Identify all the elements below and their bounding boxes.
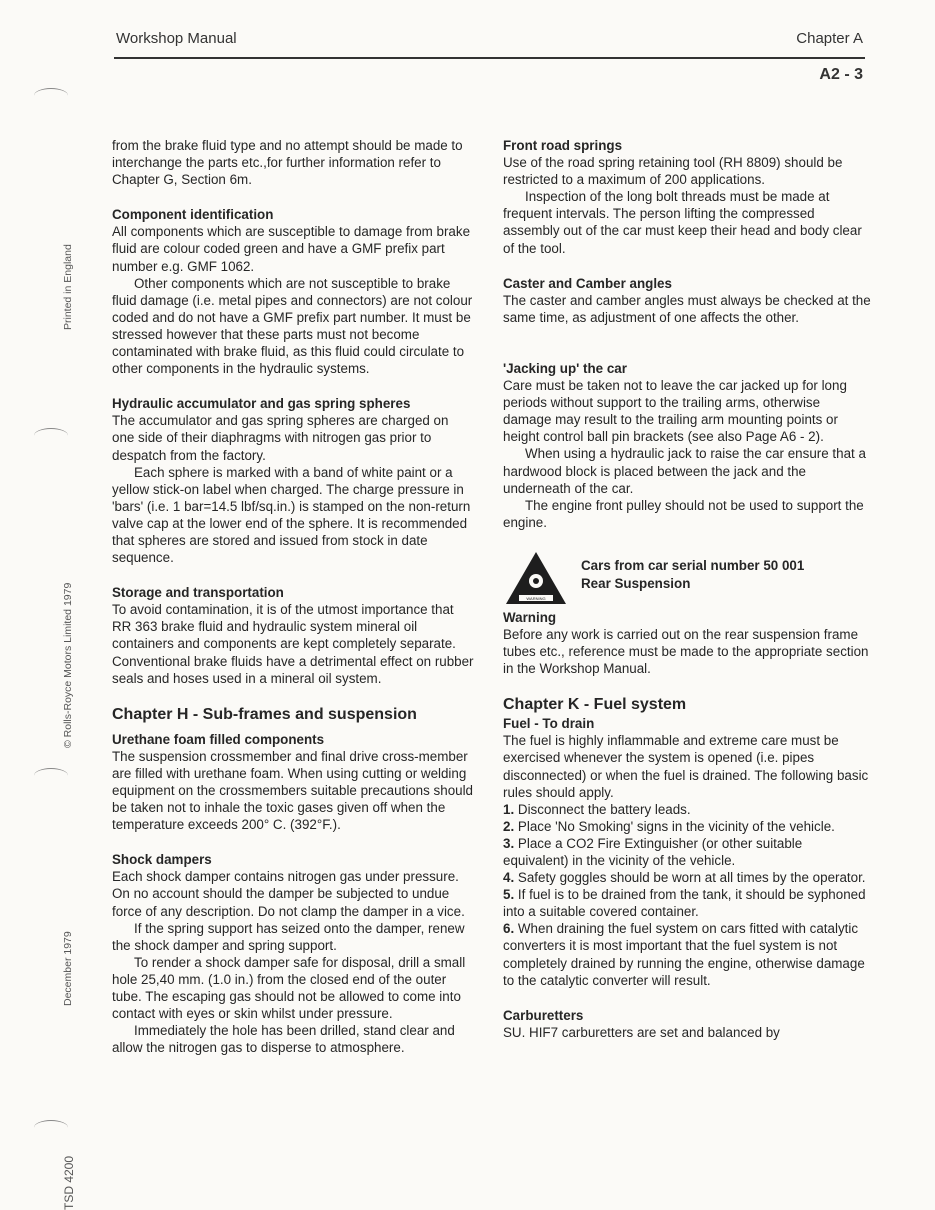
header-manual-title: Workshop Manual	[116, 30, 237, 47]
paragraph: To render a shock damper safe for disposal, drill a small hole 25,40 mm. (1.0 in.) from the closed end of the outer tube. The escaping gas should not be allowed to come into contact with eyes or skin whilst under pressure.	[112, 954, 466, 1022]
side-date: December 1979	[62, 931, 74, 1006]
list-item: 5. If fuel is to be drained from the tank, it should be syphoned into a suitable covered container.	[503, 887, 866, 920]
section-title: Carburetters	[503, 1007, 584, 1023]
paragraph: To avoid contamination, it is of the utmost importance that RR 363 brake fluid and hydraulic system mineral oil containers and components are kept completely separate. Conventional brake fluids have a detrimental effect on rubber seals and hoses used in a mineral oil system.	[112, 602, 474, 686]
paragraph: The fuel is highly inflammable and extreme care must be exercised whenever the system is opened (i.e. pipes disconnected) or when the fuel is drained. The following basic rules should apply.	[503, 733, 869, 800]
section-title: Urethane foam filled components	[112, 731, 325, 747]
warning-label: Warning	[503, 609, 557, 625]
section-title: Component identification	[112, 207, 274, 223]
paragraph: All components which are susceptible to damage from brake fluid are colour coded green and have a GMF prefix part number e.g. GMF 1062.	[112, 224, 471, 274]
paragraph: Other components which are not susceptible to brake fluid damage (i.e. metal pipes and connectors) are not colour coded and do not have a GMF prefix part number. It must be stressed however that these parts must not become contaminated with brake fluid, as this fluid could circulate to other components in the hydraulic systems.	[112, 275, 473, 377]
punch-hole-mark	[34, 768, 68, 783]
page-number: A2 - 3	[819, 66, 863, 83]
chapter-heading: Chapter H - Sub-frames and suspension	[112, 705, 417, 723]
paragraph: Before any work is carried out on the rear suspension frame tubes etc., reference must be made to the appropriate section in the Workshop Manual.	[503, 626, 869, 677]
chapter-heading: Chapter K - Fuel system	[503, 696, 687, 714]
fuel-rules-list	[503, 801, 871, 989]
warning-triangle-icon	[505, 551, 567, 605]
paragraph: SU. HIF7 carburetters are set and balanced by	[503, 1024, 780, 1040]
paragraph: Each shock damper contains nitrogen gas under pressure. On no account should the damper be subjected to undue force of any description. Do not clamp the damper in a vice.	[112, 869, 465, 919]
paragraph: The caster and camber angles must always be checked at the same time, as adjustment of one affects the other.	[503, 292, 871, 325]
section-title: Shock dampers	[112, 852, 212, 868]
warning-icon-label: WARNING	[526, 595, 546, 601]
warning-subtitle: Rear Suspension	[581, 575, 691, 591]
side-copyright: © Rolls-Royce Motors Limited 1979	[62, 582, 74, 748]
left-column	[112, 137, 474, 1056]
section-title: 'Jacking up' the car	[503, 360, 627, 376]
paragraph: When using a hydraulic jack to raise the car ensure that a hardwood block is placed between the jack and the underneath of the car.	[503, 446, 866, 496]
warning-notice	[503, 549, 871, 609]
right-column	[503, 137, 871, 1041]
punch-hole-mark	[34, 1120, 68, 1135]
list-item: 1. Disconnect the battery leads.	[503, 801, 691, 817]
section-title: Front road springs	[503, 138, 623, 153]
paragraph: Use of the road spring retaining tool (RH 8809) should be restricted to a maximum of 200 applications.	[503, 155, 843, 188]
paragraph: Inspection of the long bolt threads must be made at frequent intervals. The person lifting the compressed assembly out of the car must keep their head and body clear of the tool.	[503, 189, 862, 256]
section-title: Fuel - To drain	[503, 716, 595, 732]
punch-hole-mark	[34, 428, 68, 443]
side-doc-code: TSD 4200	[62, 1155, 76, 1210]
list-item: 4. Safety goggles should be worn at all times by the operator.	[503, 870, 866, 886]
list-item: 6. When draining the fuel system on cars fitted with catalytic converters it is most important that the fuel system is not completely drained by running the engine, otherwise damage to the catalytic converter will result.	[503, 921, 865, 988]
side-printed-in: Printed in England	[62, 244, 74, 330]
paragraph: If the spring support has seized onto the damper, renew the shock damper and spring support.	[112, 920, 465, 953]
paragraph: Each sphere is marked with a band of white paint or a yellow stick-on label when charged. The charge pressure in 'bars' (i.e. 1 bar=14.5 lbf/sq.in.) is stamped on the non-return valve cap at the lower end of the sphere. It is recommended that spheres are stored and issued from stock in date sequence.	[112, 464, 471, 566]
paragraph: Immediately the hole has been drilled, stand clear and allow the nitrogen gas to disperse to atmosphere.	[112, 1023, 455, 1056]
section-title: Storage and transportation	[112, 585, 284, 601]
paragraph: The accumulator and gas spring spheres are charged on one side of their diaphragms with nitrogen gas prior to despatch from the factory.	[112, 413, 449, 463]
punch-hole-mark	[34, 88, 68, 103]
paragraph: The engine front pulley should not be used to support the engine.	[503, 497, 864, 530]
header-chapter: Chapter A	[796, 30, 863, 47]
paragraph: Care must be taken not to leave the car jacked up for long periods without support to the trailing arms, otherwise damage may result to the trailing arm mounting points or height control ball pin brackets (see also Page A6 - 2).	[503, 378, 847, 445]
warning-title: Cars from car serial number 50 001	[581, 557, 805, 573]
paragraph: The suspension crossmember and final drive cross-member are filled with urethane foam. When using cutting or welding equipment on the crossmembers suitable precautions should be taken not to inhale the toxic gases given off when the temperature exceeds 200° C. (392°F.).	[112, 748, 474, 833]
section-title: Hydraulic accumulator and gas spring spheres	[112, 396, 411, 412]
header-rule	[114, 57, 865, 59]
list-item: 3. Place a CO2 Fire Extinguisher (or other suitable equivalent) in the vicinity of the vehicle.	[503, 835, 803, 868]
list-item: 2. Place 'No Smoking' signs in the vicinity of the vehicle.	[503, 818, 835, 834]
intro-paragraph: from the brake fluid type and no attempt should be made to interchange the parts etc.,for further information refer to Chapter G, Section 6m.	[112, 138, 463, 188]
section-title: Caster and Camber angles	[503, 275, 672, 291]
